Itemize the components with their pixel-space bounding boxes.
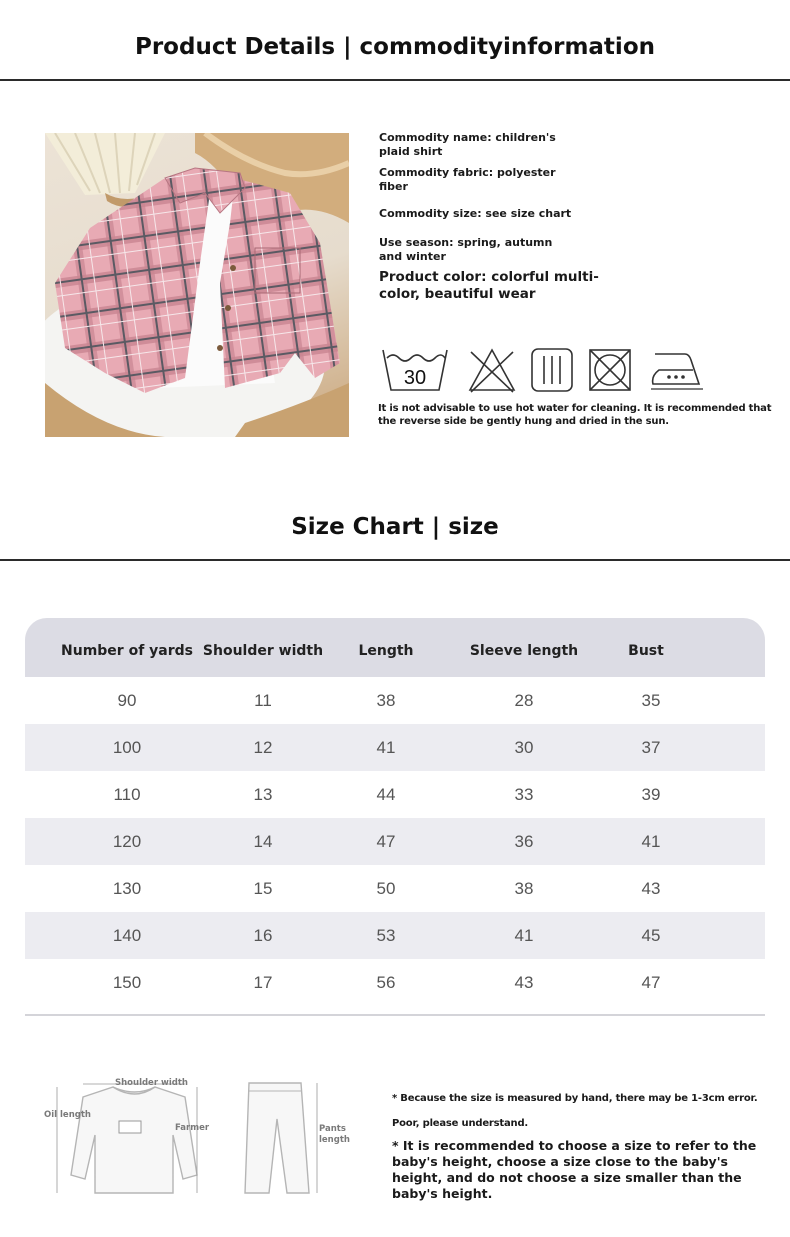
table-row xyxy=(25,865,765,912)
cell-sleeve-length: 36 xyxy=(514,832,534,851)
header-number-of-yards: Number of yards xyxy=(61,643,193,659)
table-row xyxy=(25,677,765,724)
table-row xyxy=(25,818,765,865)
cell-sleeve-length: 43 xyxy=(514,973,534,992)
commodity-name: Commodity name: children's plaid shirt xyxy=(379,131,556,158)
cell-shoulder-width: 13 xyxy=(253,785,273,804)
label-oil-length: Oil length xyxy=(44,1110,91,1120)
cell-sleeve-length: 38 xyxy=(514,879,534,898)
no-bleach-icon xyxy=(467,346,517,394)
page-title: Product Details | commodityinformation xyxy=(134,34,655,60)
cell-sleeve-length: 30 xyxy=(514,738,534,757)
cell-bust: 39 xyxy=(641,785,661,804)
cell-bust: 35 xyxy=(641,691,661,710)
cell-yards: 150 xyxy=(112,973,142,992)
cell-yards: 140 xyxy=(112,926,142,945)
no-tumble-dry-icon xyxy=(586,346,634,394)
cell-length: 53 xyxy=(376,926,396,945)
cell-length: 50 xyxy=(376,879,396,898)
low-iron-icon xyxy=(649,346,705,394)
cell-sleeve-length: 33 xyxy=(514,785,534,804)
cell-bust: 47 xyxy=(641,973,661,992)
cell-shoulder-width: 17 xyxy=(253,973,273,992)
wash-temp-label: 30 xyxy=(403,367,427,389)
table-row xyxy=(25,912,765,959)
cell-bust: 37 xyxy=(641,738,661,757)
product-color: Product color: colorful multi-color, beautiful wear xyxy=(379,269,599,302)
note-understand: Poor, please understand. xyxy=(392,1118,529,1129)
care-note: It is not advisable to use hot water for cleaning. It is recommended that the reverse side be gently hung and dried in the sun. xyxy=(378,403,772,427)
label-farmer: Farmer xyxy=(175,1123,210,1133)
size-table xyxy=(25,618,765,1016)
cell-length: 47 xyxy=(376,832,396,851)
measurement-diagram xyxy=(45,1075,365,1200)
commodity-fabric: Commodity fabric: polyester fiber xyxy=(379,166,556,193)
cell-bust: 45 xyxy=(641,926,661,945)
label-pants-length: Pants length xyxy=(319,1124,350,1145)
note-recommend: * It is recommended to choose a size to refer to the baby's height, choose a size close to the baby's height, and do not choose a size smaller than the baby's height. xyxy=(392,1138,757,1201)
line-dry-icon xyxy=(529,346,575,394)
cell-length: 56 xyxy=(376,973,396,992)
cell-shoulder-width: 14 xyxy=(253,832,273,851)
cell-shoulder-width: 11 xyxy=(254,691,272,710)
size-table-header xyxy=(25,618,765,677)
cell-length: 38 xyxy=(376,691,396,710)
label-shoulder-width: Shoulder width xyxy=(115,1078,188,1088)
cell-yards: 110 xyxy=(113,785,141,804)
cell-yards: 90 xyxy=(117,691,137,710)
cell-shoulder-width: 15 xyxy=(253,879,273,898)
cell-yards: 100 xyxy=(112,738,142,757)
cell-sleeve-length: 41 xyxy=(514,926,534,945)
pants-outline-icon xyxy=(245,1083,309,1193)
note-error: * Because the size is measured by hand, there may be 1-3cm error. xyxy=(392,1093,758,1104)
cell-bust: 41 xyxy=(641,832,661,851)
cell-shoulder-width: 12 xyxy=(253,738,273,757)
cell-length: 41 xyxy=(376,738,396,757)
header-bust: Bust xyxy=(628,643,664,659)
care-icons xyxy=(381,346,711,396)
size-chart-divider xyxy=(0,559,790,561)
header-sleeve-length: Sleeve length xyxy=(469,643,579,659)
cell-bust: 43 xyxy=(641,879,661,898)
use-season: Use season: spring, autumn and winter xyxy=(379,236,553,263)
plaid-shirt-illustration xyxy=(45,133,349,437)
size-chart-title: Size Chart | size xyxy=(291,514,499,540)
cell-sleeve-length: 28 xyxy=(514,691,534,710)
table-row xyxy=(25,959,765,1006)
header-shoulder-width: Shoulder width xyxy=(202,643,324,659)
wash-30-icon xyxy=(381,346,449,394)
cell-yards: 120 xyxy=(112,832,142,851)
product-photo xyxy=(45,133,349,437)
cell-length: 44 xyxy=(376,785,396,804)
header-length: Length xyxy=(358,643,414,659)
shirt-outline-icon xyxy=(71,1087,197,1193)
commodity-size: Commodity size: see size chart xyxy=(379,207,572,220)
table-row xyxy=(25,771,765,818)
table-bottom-line xyxy=(25,1014,765,1016)
cell-shoulder-width: 16 xyxy=(253,926,273,945)
header-divider xyxy=(0,79,790,81)
cell-yards: 130 xyxy=(112,879,142,898)
table-row xyxy=(25,724,765,771)
